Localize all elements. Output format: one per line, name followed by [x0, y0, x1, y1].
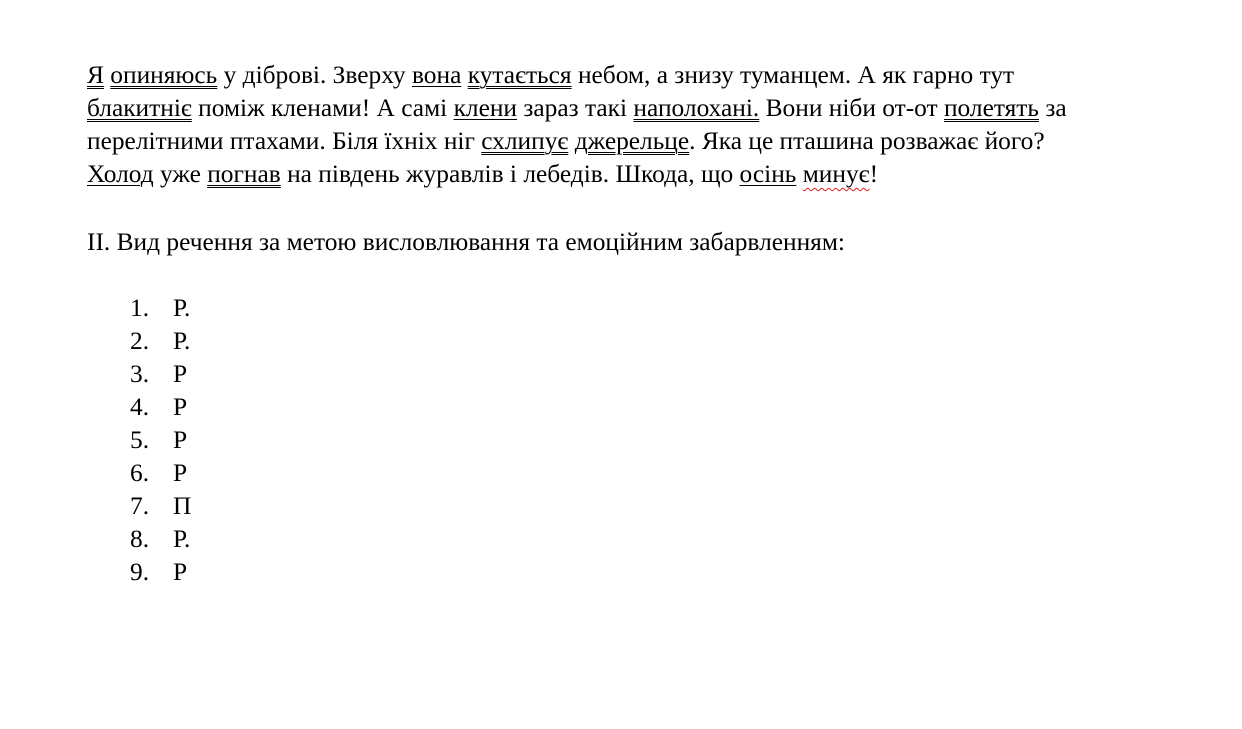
- list-item-number: 4.: [130, 393, 150, 421]
- paragraph-line: [87, 59, 1227, 92]
- text-run: поміж кленами! А самі: [191, 94, 454, 122]
- double-underlined-word: опиняюсь: [110, 61, 218, 89]
- text-run: !: [869, 160, 879, 188]
- list-item-text: Р.: [173, 294, 191, 322]
- double-underlined-word: кутається: [467, 61, 572, 89]
- list-item-number: 3.: [130, 360, 150, 388]
- double-underlined-word: джерельце: [574, 127, 690, 155]
- text-run: у діброві. Зверху: [217, 61, 412, 89]
- underlined-word: осінь: [739, 160, 797, 188]
- list-item-text: Р.: [173, 327, 191, 355]
- double-underlined-word: блакитніє: [87, 94, 192, 122]
- list-item-number: 9.: [130, 558, 150, 586]
- list-item-text: Р: [173, 459, 188, 487]
- paragraph-line: [87, 125, 1227, 158]
- text-run: на південь журавлів і лебедів. Шкода, що: [280, 160, 740, 188]
- underlined-word: вона: [411, 61, 462, 89]
- underlined-word: Холод: [87, 160, 154, 188]
- text-paragraph: [87, 59, 1227, 191]
- list-item-number: 2.: [130, 327, 150, 355]
- double-underlined-word: Я: [87, 61, 104, 89]
- text-run: Вони ніби от-от: [759, 94, 944, 122]
- section-heading: II. Вид речення за метою висловлювання та емоційним забарвленням:: [87, 228, 845, 256]
- underlined-word: клени: [453, 94, 518, 122]
- double-underlined-word: погнав: [207, 160, 281, 188]
- list-item-text: П: [173, 492, 192, 520]
- list-item-number: 6.: [130, 459, 150, 487]
- text-run: за: [1038, 94, 1067, 122]
- paragraph-line: [87, 92, 1227, 125]
- text-run: . Яка це пташина розважає його?: [689, 127, 1045, 155]
- list-item-text: Р: [173, 558, 188, 586]
- list-item-text: Р: [173, 360, 188, 388]
- double-underlined-word: полетять: [943, 94, 1039, 122]
- spellcheck-flagged-word: минує: [802, 160, 870, 188]
- text-run: зараз такі: [517, 94, 634, 122]
- text-run: перелітними птахами. Біля їхніх ніг: [87, 127, 482, 155]
- list-item-number: 7.: [130, 492, 150, 520]
- paragraph-line: [87, 158, 1227, 191]
- double-underlined-word: наполохані.: [633, 94, 760, 122]
- list-item-number: 8.: [130, 525, 150, 553]
- list-item-number: 5.: [130, 426, 150, 454]
- list-item-text: Р: [173, 426, 188, 454]
- double-underlined-word: схлипує: [481, 127, 569, 155]
- list-item-text: Р.: [173, 525, 191, 553]
- text-run: уже: [153, 160, 208, 188]
- list-item-number: 1.: [130, 294, 150, 322]
- list-item-text: Р: [173, 393, 188, 421]
- text-run: небом, а знизу туманцем. А як гарно тут: [571, 61, 1015, 89]
